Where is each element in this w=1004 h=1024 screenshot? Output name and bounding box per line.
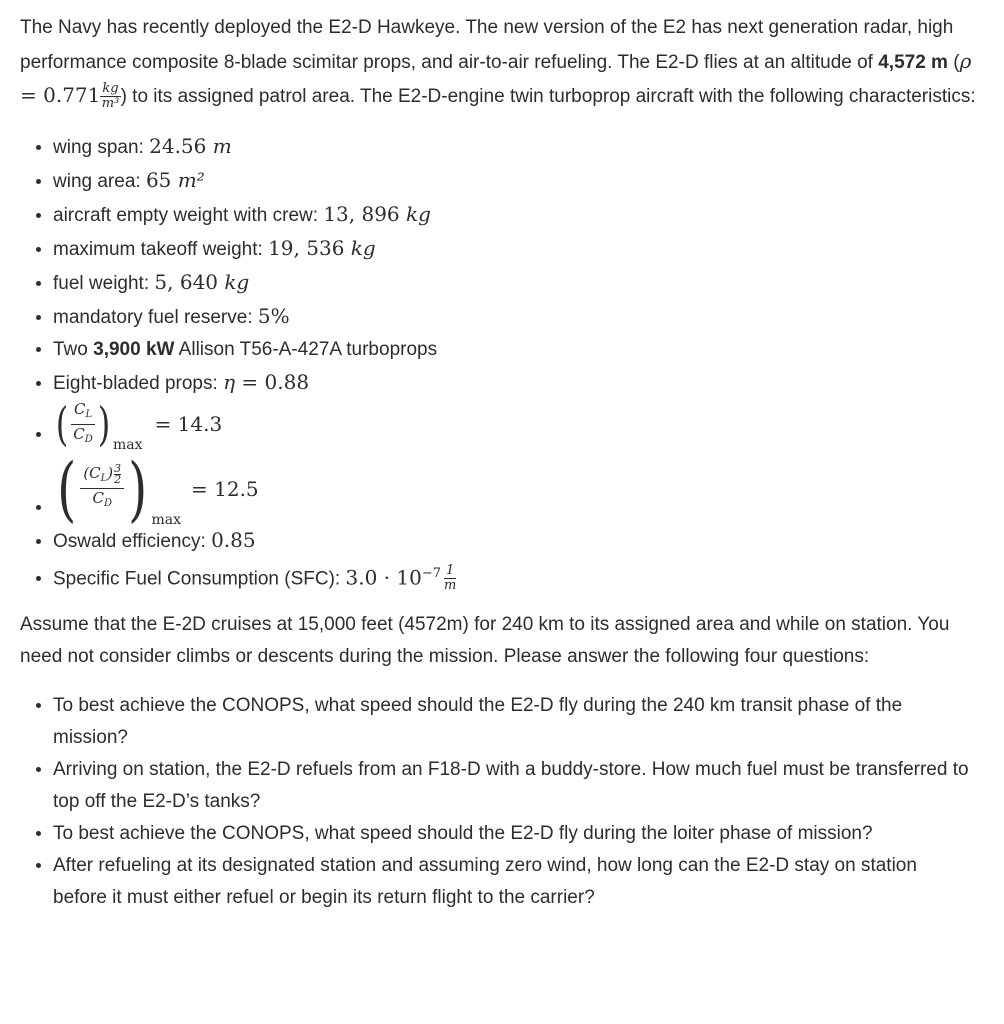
char-unit: kg [406,201,431,226]
ld-num: C [73,399,86,418]
intro-paragraph [20,12,982,114]
list-item [53,266,982,300]
oswald-label: Oswald efficiency: [53,530,212,552]
ld-num-sub: L [85,408,93,420]
rho-unit-fraction [100,82,120,111]
questions-list [20,690,982,914]
rho-unit-num: kg [102,81,119,97]
char-value: 24.56 [149,133,213,158]
ld-max-equation [53,397,223,453]
ld32-num-sub: L [100,473,108,484]
altitude-value: 4,572 m [878,51,948,73]
open-paren: • ( [57,447,77,530]
ld-den-sub: D [84,433,93,445]
engines-pre: Two [53,338,94,360]
rho-symbol: ρ [959,48,972,73]
char-label: wing span: [53,136,150,158]
ld32-fraction [80,464,124,513]
char-unit: kg [350,235,376,260]
list-item [53,366,982,400]
list-item [53,300,982,334]
props-label: Eight-bladed props: [53,372,224,394]
char-unit: kg [224,269,250,294]
exp-den: 2 [114,473,122,486]
ld32-max-value: = 12.5 [191,476,259,501]
props-value: = 0.88 [235,369,310,394]
list-item [53,524,982,558]
oswald-value: 0.85 [211,527,256,552]
ld32-den-sub: D [103,498,112,509]
char-unit: m² [177,167,205,192]
ld32-max-sub: max [151,511,181,528]
list-item: • Arriving on station, the E2-D refuels from an F18-D with a buddy-store. How much fuel must be transferred to top off the E2-D’s tanks? [53,754,982,818]
open-paren: • ( [55,397,69,451]
rho-open: ( [947,51,960,73]
char-value: 5% [257,303,290,328]
ld-max-sub: max [113,436,143,453]
close-paren: ) [97,397,111,451]
list-item [53,397,982,454]
char-label: fuel weight: [53,272,155,294]
ld32-num: (C [83,464,101,482]
list-item: • To best achieve the CONOPS, what speed should the E2-D fly during the loiter phase of mission? [53,818,982,850]
ld-max-value: = 14.3 [154,412,223,436]
close-paren: ) [128,447,148,530]
rho-unit-den: m³ [101,96,120,112]
sfc-unit-den: m [444,578,457,594]
char-label: aircraft empty weight with crew: [53,204,324,226]
intro-text-1: The Navy has recently deployed the E2-D Hawkeye. The new version of the E2 has next generation radar, high performance composite 8-blade scimitar props, and air-to-air refueling. The E2-D flies at an altitude of [20,17,954,73]
intro-text-2: ) to its assigned patrol area. The E2-D-engine twin turboprop aircraft with the following characteristics: [120,86,976,107]
list-item [53,334,982,366]
engines-post: Allison T56-A-427A turboprops [174,338,438,360]
exp-num: 3 [114,462,122,475]
sfc-unit-fraction [444,564,456,593]
sfc-label: Specific Fuel Consumption (SFC): [53,567,346,589]
ld32-num-close: ) [107,464,114,482]
char-unit: m [212,133,232,158]
ld-den: C [73,424,85,443]
assumption-paragraph: Assume that the E-2D cruises at 15,000 feet (4572m) for 240 km to its assigned area and while on station. You need not consider climbs or descents during the mission. Please answer the following four questions: [20,613,950,668]
list-item [53,130,982,164]
eta-symbol: η [223,369,236,394]
char-label: maximum takeoff weight: [53,238,269,260]
list-item [53,232,982,266]
sfc-exponent: −7 [421,565,441,581]
ld32-den: C [92,489,104,507]
char-value: 5, 640 [154,269,225,294]
char-label: mandatory fuel reserve: [53,306,258,328]
list-item: • After refueling at its designated station and assuming zero wind, how long can the E2-D stay on station before it must either refuel or begin its return flight to the carrier? [53,850,982,914]
char-value: 65 [145,167,178,192]
sfc-value: 3.0 · 10 [345,564,422,589]
rho-value: = 0.771 [20,83,101,107]
list-item [53,558,982,595]
list-item [53,164,982,198]
list-item: • To best achieve the CONOPS, what speed should the E2-D fly during the 240 km transit phase of the mission? [53,690,982,754]
characteristics-list [20,130,982,595]
ld-fraction [71,400,95,449]
list-item [53,447,982,530]
engine-power: 3,900 kW [93,338,175,360]
ld32-exponent [114,464,121,485]
char-value: 19, 536 [268,235,351,260]
char-label: wing area: [53,170,146,192]
list-item [53,198,982,232]
sfc-unit-num: 1 [444,564,456,579]
char-value: 13, 896 [323,201,407,226]
ld32-max-equation [53,447,259,530]
